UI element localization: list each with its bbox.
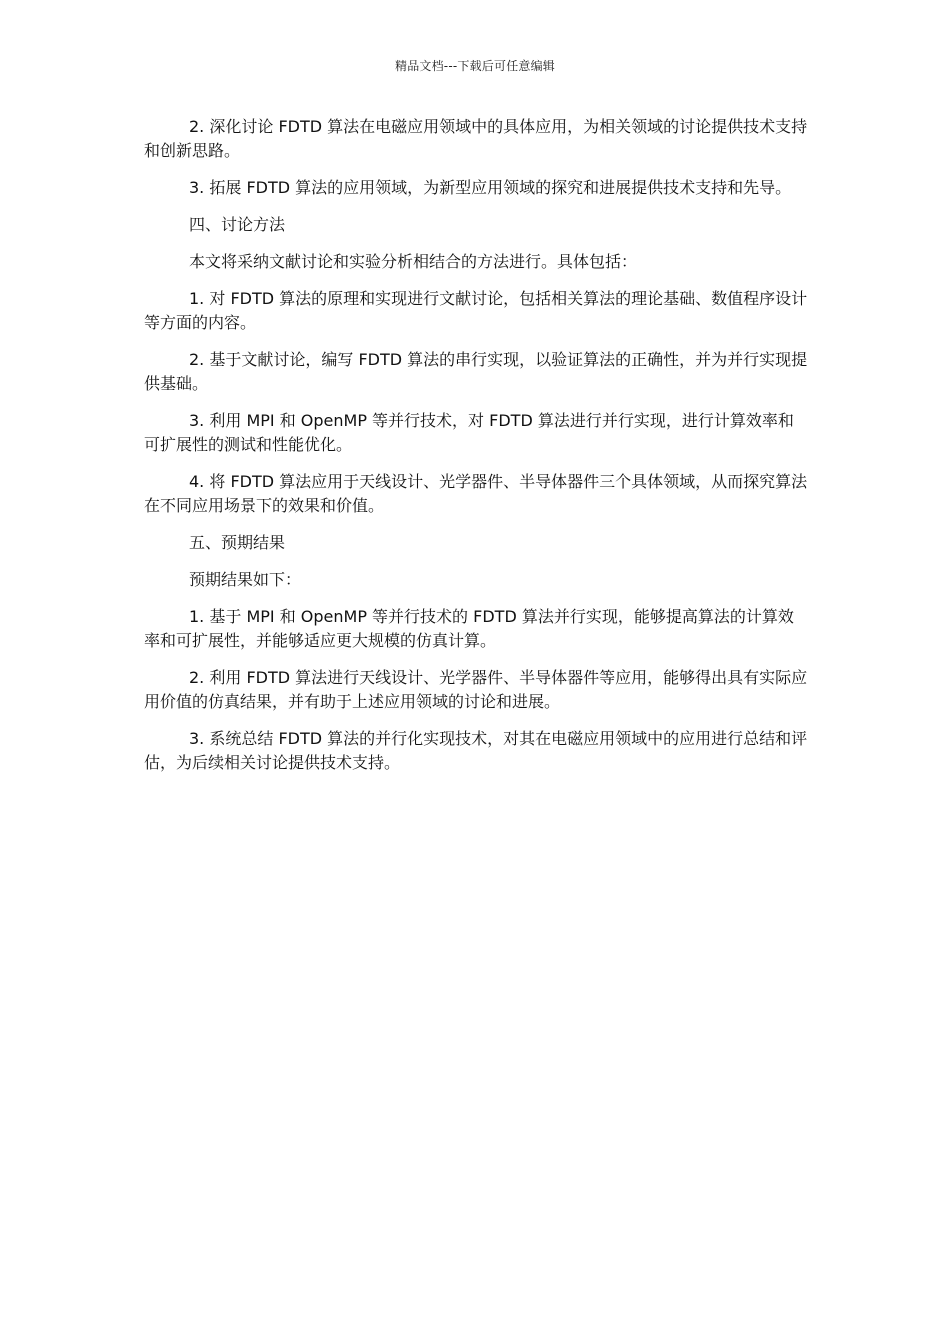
- paragraph-method-4: 4. 将 FDTD 算法应用于天线设计、光学器件、半导体器件三个具体领域，从而探究算法在不同应用场景下的效果和价值。: [144, 472, 808, 515]
- paragraph-result-3: 3. 系统总结 FDTD 算法的并行化实现技术，对其在电磁应用领域中的应用进行总结和评估，为后续相关讨论提供技术支持。: [144, 729, 808, 772]
- document-body: [144, 115, 808, 788]
- paragraph-goal-2: 2. 深化讨论 FDTD 算法在电磁应用领域中的具体应用，为相关领域的讨论提供技术支持和创新思路。: [144, 117, 808, 160]
- paragraph-result-2: 2. 利用 FDTD 算法进行天线设计、光学器件、半导体器件等应用，能够得出具有实际应用价值的仿真结果，并有助于上述应用领域的讨论和进展。: [144, 668, 808, 711]
- section-heading-methods: 四、讨论方法: [189, 215, 286, 234]
- paragraph-results-intro: 预期结果如下：: [189, 570, 302, 589]
- paragraph-method-2: 2. 基于文献讨论，编写 FDTD 算法的串行实现，以验证算法的正确性，并为并行实现提供基础。: [144, 350, 808, 393]
- page-header: 精品文档---下载后可任意编辑: [395, 59, 555, 73]
- paragraph-method-3: 3. 利用 MPI 和 OpenMP 等并行技术，对 FDTD 算法进行并行实现，进行计算效率和可扩展性的测试和性能优化。: [144, 411, 794, 454]
- paragraph-goal-3: 3. 拓展 FDTD 算法的应用领域，为新型应用领域的探究和进展提供技术支持和先导。: [189, 178, 792, 197]
- paragraph-result-1: 1. 基于 MPI 和 OpenMP 等并行技术的 FDTD 算法并行实现，能够提高算法的计算效率和可扩展性，并能够适应更大规模的仿真计算。: [144, 607, 794, 650]
- section-heading-results: 五、预期结果: [189, 533, 286, 552]
- paragraph-method-1: 1. 对 FDTD 算法的原理和实现进行文献讨论，包括相关算法的理论基础、数值程序设计等方面的内容。: [144, 289, 808, 332]
- paragraph-methods-intro: 本文将采纳文献讨论和实验分析相结合的方法进行。具体包括：: [189, 252, 638, 271]
